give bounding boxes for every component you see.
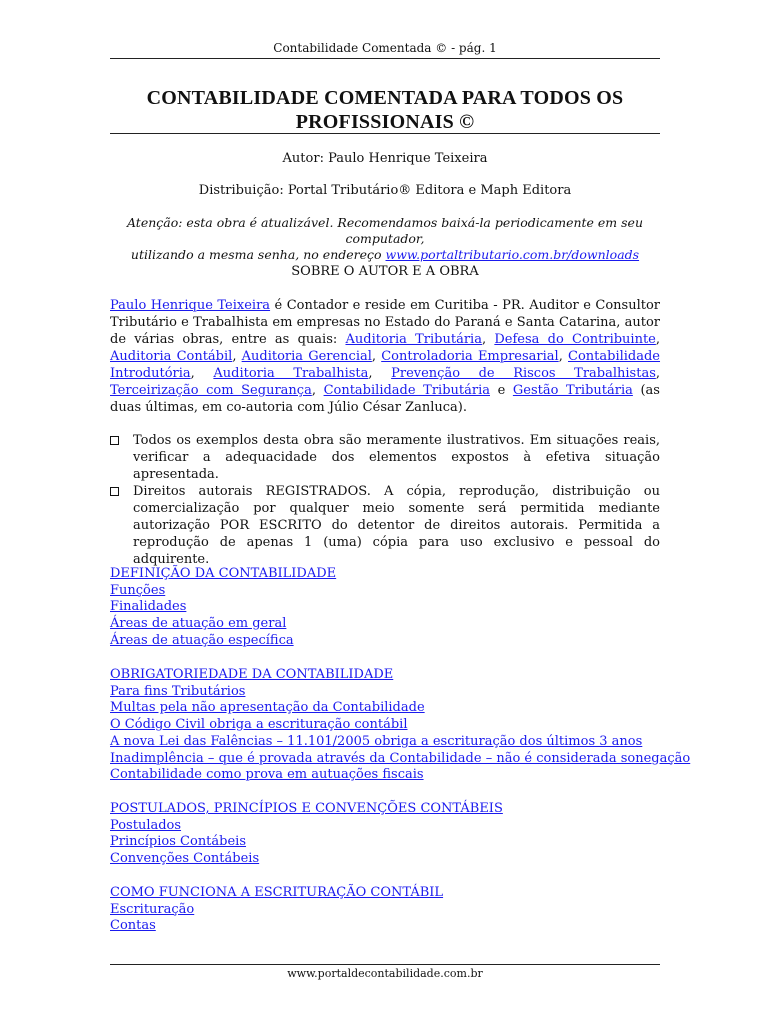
toc-heading-link[interactable]: POSTULADOS, PRINCÍPIOS E CONVENÇÕES CONTÁBEIS [110, 801, 503, 816]
document-title [110, 86, 660, 134]
toc-item-link[interactable]: Multas pela não apresentação da Contabilidade [110, 700, 425, 716]
toc-item-link[interactable]: Convenções Contábeis [110, 851, 260, 867]
footer-rule [110, 964, 660, 965]
separator: , [368, 366, 392, 381]
toc-item-link[interactable]: Postulados [110, 817, 182, 833]
work-link[interactable]: Contabilidade Tributária [323, 383, 490, 398]
notice-line-1: Atenção: esta obra é atualizável. Recomendamos baixá-la periodicamente em seu computador, [126, 215, 643, 246]
header-rule [110, 58, 660, 59]
toc-item-link[interactable]: Contabilidade como prova em autuações fiscais [110, 767, 424, 783]
checkbox-bullet-icon [110, 487, 119, 496]
about-text-end: (as duas últimas, em co-autoria com Júlio César Zanluca). [110, 383, 660, 415]
about-text: é Contador e reside em Curitiba - PR. Auditor e Consultor Tributário e Trabalhista em empresas no Estado do Paraná e Santa Catarina, autor de várias obras, entre as quais: [110, 298, 660, 347]
toc-item-link[interactable]: Inadimplência – que é provada através da Contabilidade – não é considerada sonegação [110, 750, 691, 766]
work-link[interactable]: Terceirização com Segurança [110, 383, 312, 398]
toc-heading-link[interactable]: COMO FUNCIONA A ESCRITURAÇÃO CONTÁBIL [110, 885, 444, 900]
separator: , [371, 349, 382, 364]
separator: , [558, 349, 568, 364]
work-link[interactable]: Contabilidade Introdutória [110, 349, 661, 381]
toc-item-link[interactable]: Princípios Contábeis [110, 834, 247, 850]
separator: , [311, 383, 324, 398]
separator: , [190, 366, 214, 381]
section-heading: SOBRE O AUTOR E A OBRA [291, 264, 479, 279]
toc-item-link[interactable]: Para fins Tributários [110, 683, 246, 699]
work-link[interactable]: Controladoria Empresarial [381, 349, 559, 364]
toc-section [110, 566, 660, 650]
title-line-2: PROFISSIONAIS © [295, 111, 475, 133]
toc-section [110, 801, 660, 868]
bullet-item [110, 483, 660, 568]
author-line: Autor: Paulo Henrique Teixeira [282, 151, 488, 166]
toc-section [110, 885, 660, 935]
work-link[interactable]: Auditoria Trabalhista [213, 366, 369, 381]
notice-line-2-text: utilizando a mesma senha, no endereço [130, 247, 386, 262]
running-head: Contabilidade Comentada © - pág. 1 [273, 41, 497, 55]
bullet-item [110, 432, 660, 483]
conjunction: e [490, 383, 513, 398]
update-notice [110, 215, 660, 263]
distribution-line: Distribuição: Portal Tributário® Editora e Maph Editora [198, 183, 572, 198]
notice-line-2 [110, 247, 660, 263]
toc-item-link[interactable]: Áreas de atuação em geral [110, 616, 287, 632]
checkbox-bullet-icon [110, 436, 119, 445]
separator: , [481, 332, 495, 347]
downloads-link[interactable]: www.portaltributario.com.br/downloads [385, 247, 640, 262]
author-link[interactable]: Paulo Henrique Teixeira [110, 298, 271, 313]
title-rule [110, 133, 660, 134]
work-link[interactable]: Auditoria Gerencial [241, 349, 372, 364]
toc-item-link[interactable]: A nova Lei das Falências – 11.101/2005 obriga a escrituração dos últimos 3 anos [110, 733, 643, 749]
bullet-text: Direitos autorais REGISTRADOS. A cópia, reprodução, distribuição ou comercialização por qualquer meio somente será permitida mediante autorização POR ESCRITO do detentor de direitos autorais. Permitida a reprodução de apenas 1 (uma) cópia para uso exclusivo e pessoal do adquirente. [133, 484, 660, 567]
work-link[interactable]: Auditoria Tributária [345, 332, 482, 347]
separator: , [655, 366, 661, 381]
bullet-text: Todos os exemplos desta obra são meramente ilustrativos. Em situações reais, verificar a adequacidade dos elementos expostos à efetiva situação apresentada. [133, 433, 660, 482]
toc-item-link[interactable]: Áreas de atuação específica [110, 632, 294, 648]
work-link[interactable]: Prevenção de Riscos Trabalhistas [391, 366, 656, 381]
toc-section [110, 667, 691, 784]
work-link[interactable]: Auditoria Contábil [110, 349, 233, 364]
separator: , [655, 332, 661, 347]
separator: , [232, 349, 242, 364]
toc-heading-link[interactable]: OBRIGATORIEDADE DA CONTABILIDADE [110, 667, 394, 682]
toc-item-link[interactable]: O Código Civil obriga a escrituração contábil [110, 717, 408, 733]
footer-site: www.portaldecontabilidade.com.br [287, 967, 483, 980]
about-paragraph [110, 297, 660, 416]
work-link[interactable]: Defesa do Contribuinte [494, 332, 656, 347]
toc-item-link[interactable]: Escrituração [110, 901, 195, 917]
toc-item-link[interactable]: Contas [110, 918, 156, 934]
toc-item-link[interactable]: Finalidades [110, 599, 187, 615]
toc-heading-link[interactable]: DEFINIÇÃO DA CONTABILIDADE [110, 566, 337, 581]
title-line-1: CONTABILIDADE COMENTADA PARA TODOS OS [146, 87, 624, 109]
toc-item-link[interactable]: Funções [110, 582, 166, 598]
work-link[interactable]: Gestão Tributária [512, 383, 633, 398]
document-page [110, 0, 691, 1024]
